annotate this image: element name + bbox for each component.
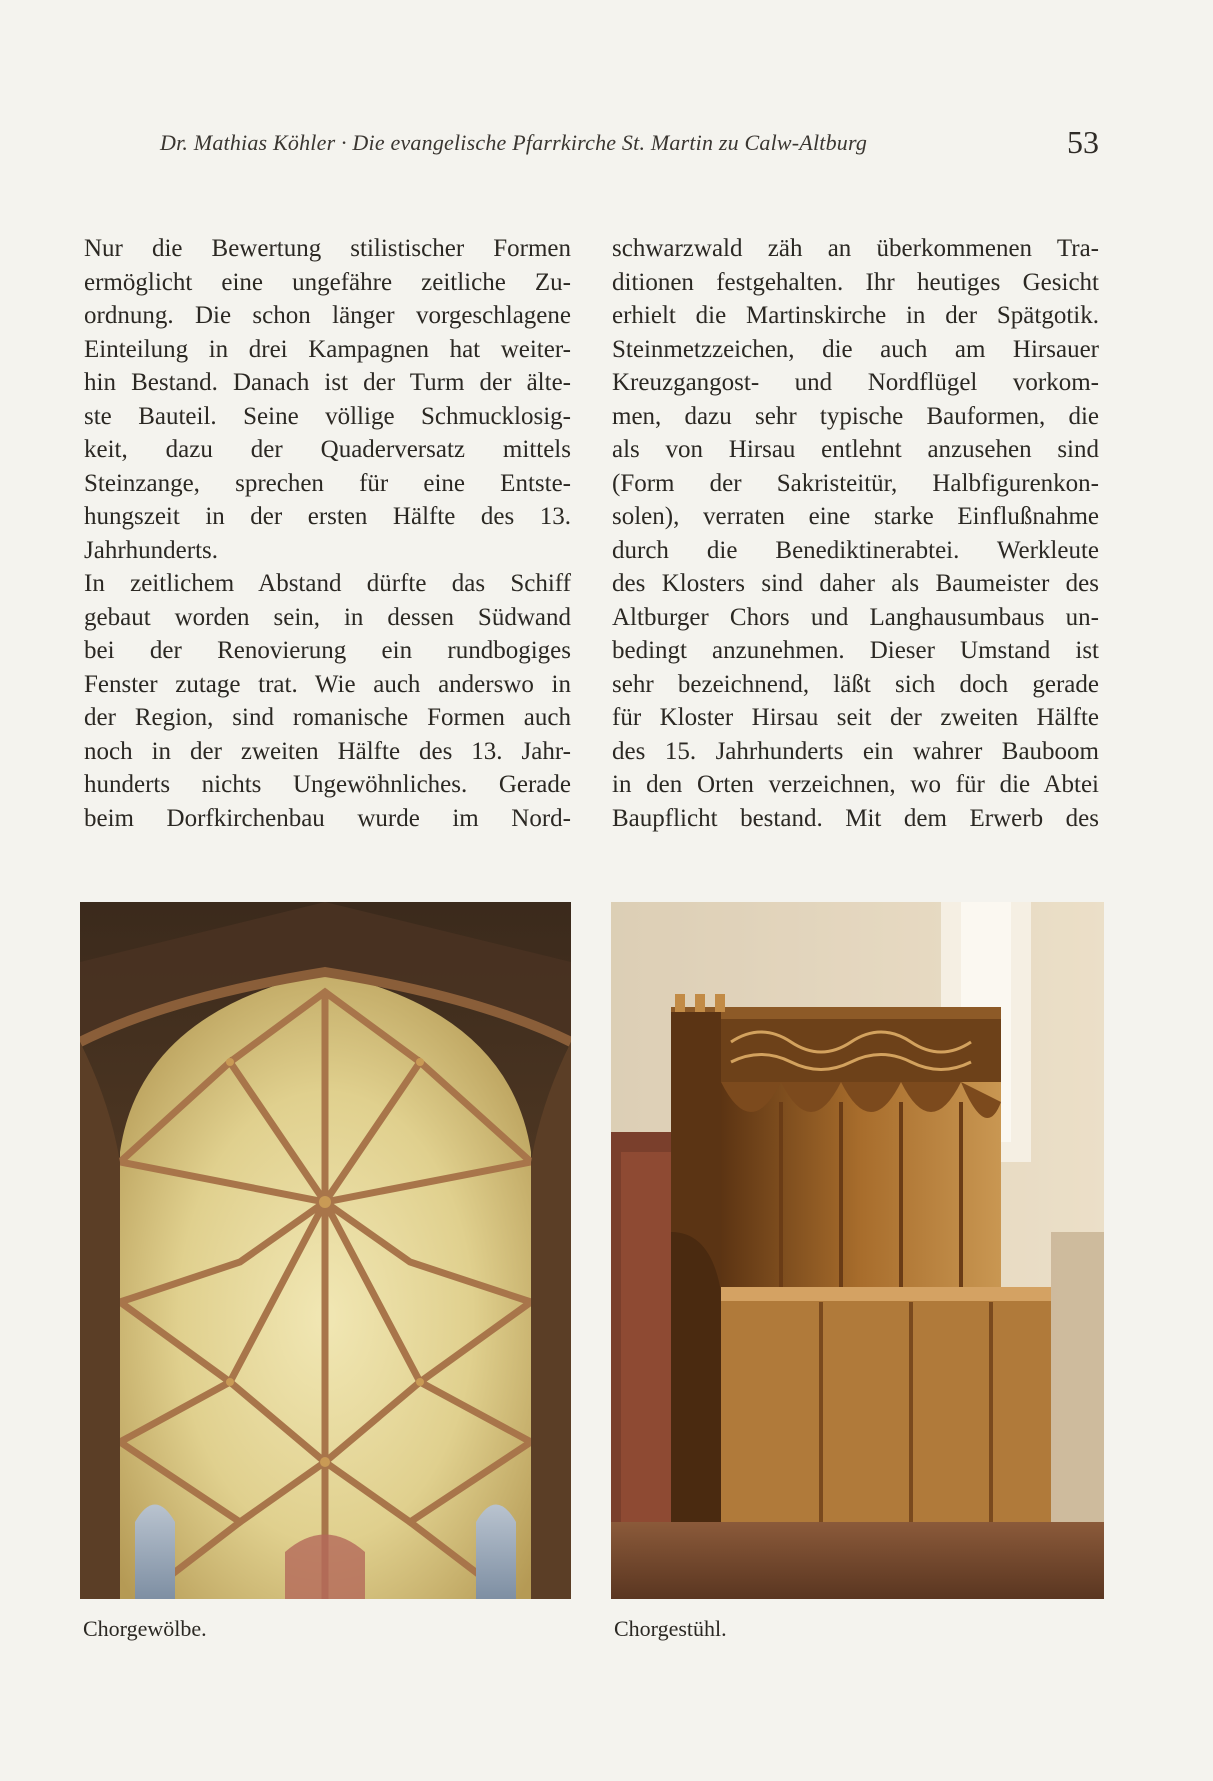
vault-photo xyxy=(80,902,571,1599)
text-line: bei der Renovierung ein rundbogiges xyxy=(84,637,571,664)
text-line: des Klosters sind daher als Baumeister des xyxy=(612,570,1099,597)
text-line: gebaut worden sein, in dessen Südwand xyxy=(84,603,571,631)
text-line: für Kloster Hirsau seit der zweiten Hälfte xyxy=(612,704,1099,731)
text-line: Steinmetzzeichen, die auch am Hirsauer xyxy=(612,335,1099,363)
text-line: In zeitlichem Abstand dürfte das Schiff xyxy=(84,570,571,597)
text-line: Fenster zutage trat. Wie auch anderswo in xyxy=(84,670,571,698)
text-line: Altburger Chors und Langhausumbaus un- xyxy=(612,603,1099,631)
text-line: Steinzange, sprechen für eine Entste- xyxy=(84,469,571,497)
vault-illustration xyxy=(80,902,571,1599)
text-line: bedingt anzunehmen. Dieser Umstand ist xyxy=(612,637,1099,664)
text-line: Jahrhunderts. xyxy=(84,536,218,564)
text-line: hunderts nichts Ungewöhnliches. Gerade xyxy=(84,771,571,798)
text-line: beim Dorfkirchenbau wurde im Nord- xyxy=(84,804,571,832)
text-line: men, dazu sehr typische Bauformen, die xyxy=(612,402,1099,430)
text-line: ordnung. Die schon länger vorgeschlagene xyxy=(84,302,571,329)
text-column-left xyxy=(84,232,571,835)
choir-stalls-illustration xyxy=(611,902,1104,1599)
page-number: 53 xyxy=(1067,124,1099,160)
text-line: in den Orten verzeichnen, wo für die Abtei xyxy=(612,771,1099,798)
text-line: erhielt die Martinskirche in der Spätgotik. xyxy=(612,302,1099,329)
choir-stalls-photo xyxy=(611,902,1104,1599)
text-line: ditionen festgehalten. Ihr heutiges Gesicht xyxy=(612,268,1099,296)
figure-caption-right: Chorgestühl. xyxy=(614,1616,727,1641)
text-line: des 15. Jahrhunderts ein wahrer Bauboom xyxy=(612,737,1099,765)
text-column-right xyxy=(612,232,1099,835)
text-line: Einteilung in drei Kampagnen hat weiter- xyxy=(84,335,571,363)
text-line: Kreuzgangost- und Nordflügel vorkom- xyxy=(612,369,1099,396)
text-line: keit, dazu der Quaderversatz mittels xyxy=(84,436,571,463)
text-line: hungszeit in der ersten Hälfte des 13. xyxy=(84,503,571,530)
running-title: Dr. Mathias Köhler · Die evangelische Pfarrkirche St. Martin zu Calw-Altburg xyxy=(160,130,868,155)
text-line: ermöglicht eine ungefähre zeitliche Zu- xyxy=(84,268,571,296)
text-line: solen), verraten eine starke Einflußnahme xyxy=(612,503,1099,530)
text-line: als von Hirsau entlehnt anzusehen sind xyxy=(612,436,1099,463)
text-line: durch die Benediktinerabtei. Werkleute xyxy=(612,536,1099,564)
figure-caption-left: Chorgewölbe. xyxy=(83,1616,207,1641)
text-line: der Region, sind romanische Formen auch xyxy=(84,704,571,731)
text-line: Baupflicht bestand. Mit dem Erwerb des xyxy=(612,804,1099,832)
text-line: noch in der zweiten Hälfte des 13. Jahr- xyxy=(84,737,571,765)
text-line: sehr bezeichnend, läßt sich doch gerade xyxy=(612,670,1099,698)
text-line: (Form der Sakristeitür, Halbfigurenkon- xyxy=(612,469,1099,497)
text-line: ste Bauteil. Seine völlige Schmucklosig- xyxy=(84,402,571,430)
text-line: Nur die Bewertung stilistischer Formen xyxy=(84,235,571,262)
text-line: schwarzwald zäh an überkommenen Tra- xyxy=(612,235,1099,262)
text-line: hin Bestand. Danach ist der Turm der älte- xyxy=(84,369,571,396)
